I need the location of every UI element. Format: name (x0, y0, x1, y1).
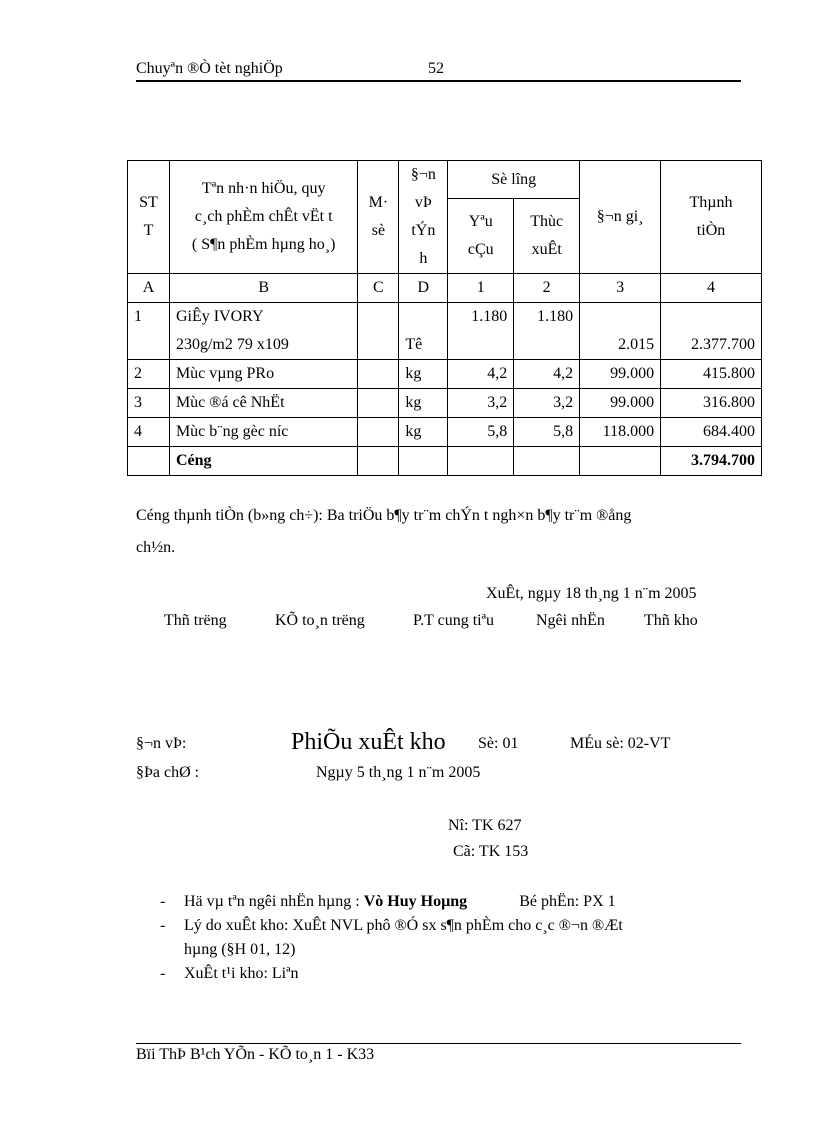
header-rule (136, 80, 741, 82)
slip-title: PhiÕu xuÊt kho (291, 729, 446, 755)
unit-label: §¬n vÞ: (136, 735, 187, 752)
credit-account: Cã: TK 153 (453, 843, 529, 860)
table-row: 3 Mùc ®á cê NhËt kg 3,2 3,2 99.000 316.800 (128, 389, 762, 418)
footer-rule (136, 1043, 741, 1044)
table-row: 230g/m2 79 x109 Tê 2.015 2.377.700 (128, 331, 762, 360)
form-number: MÉu sè: 02-VT (570, 735, 671, 752)
list-item: - XuÊt t¹i kho: Liªn (160, 965, 299, 982)
col-header-amount: Thµnh tiÒn (661, 161, 762, 274)
col-header-qty-act: Thùc xuÊt (514, 199, 580, 274)
col-header-qty: Sè lîng (448, 161, 580, 199)
list-item: - Lý do xuÊt kho: XuÊt NVL phô ®Ó sx s¶n phÈm cho c¸c ®¬n ®Æt hµng (§H 01, 12) (160, 917, 623, 958)
col-header-unit: §¬n vÞ tÝn h (399, 161, 448, 274)
department: Bé phËn: PX 1 (519, 893, 616, 910)
total-amount: 3.794.700 (661, 447, 762, 476)
list-item: - Hä vµ tªn ngêi nhËn hµng : Vò Huy Hoµng Bé phËn: PX 1 (160, 893, 616, 910)
receiver-name: Vò Huy Hoµng (363, 893, 468, 910)
slip-number: Sè: 01 (478, 735, 519, 752)
slip-date: Ngµy 5 th¸ng 1 n¨m 2005 (316, 764, 481, 781)
col-header-price: §¬n gi¸ (580, 161, 661, 274)
signature-director: Thñ trëng (164, 612, 227, 629)
slip-details (136, 890, 736, 986)
col-header-stt: ST T (128, 161, 170, 274)
col-header-name: Tªn nh·n hiÖu, quy c¸ch phÈm chÊt vËt t ( S¶n phÈm hµng ho¸) (169, 161, 357, 274)
page-number: 52 (428, 60, 444, 77)
table-row: 1 GiÊy IVORY 1.180 1.180 (128, 303, 762, 332)
signature-receiver: Ngêi nhËn (536, 612, 605, 629)
footer-text: Bïi ThÞ B¹ch YÕn - KÕ to¸n 1 - K33 (136, 1046, 375, 1063)
address-label: §Þa chØ : (136, 764, 200, 781)
index-row: A B C D 1 2 3 4 (128, 274, 762, 303)
total-label: Céng (169, 447, 357, 476)
signature-storekeeper: Thñ kho (644, 612, 698, 629)
col-header-code: M· sè (358, 161, 399, 274)
signature-chief-accountant: KÕ to¸n trëng (275, 612, 365, 629)
col-header-qty-req: Yªu cÇu (448, 199, 514, 274)
signature-supply: P.T cung tiªu (413, 612, 495, 629)
header-title: Chuyªn ®Ò tèt nghiÖp (136, 60, 283, 77)
issue-date: XuÊt, ngµy 18 th¸ng 1 n¨m 2005 (486, 585, 697, 602)
amount-in-words: Céng thµnh tiÒn (b»ng ch÷): Ba triÖu b¶y tr¨m chÝn t ngh×n b¶y tr¨m ®ång ch½n. (136, 507, 632, 556)
debit-account: Nî: TK 627 (448, 817, 522, 834)
total-row (128, 447, 762, 476)
table-row: 4 Mùc b¨ng gèc níc kg 5,8 5,8 118.000 684.400 (128, 418, 762, 447)
materials-table (127, 160, 762, 476)
table-row: 2 Mùc vµng PRo kg 4,2 4,2 99.000 415.800 (128, 360, 762, 389)
